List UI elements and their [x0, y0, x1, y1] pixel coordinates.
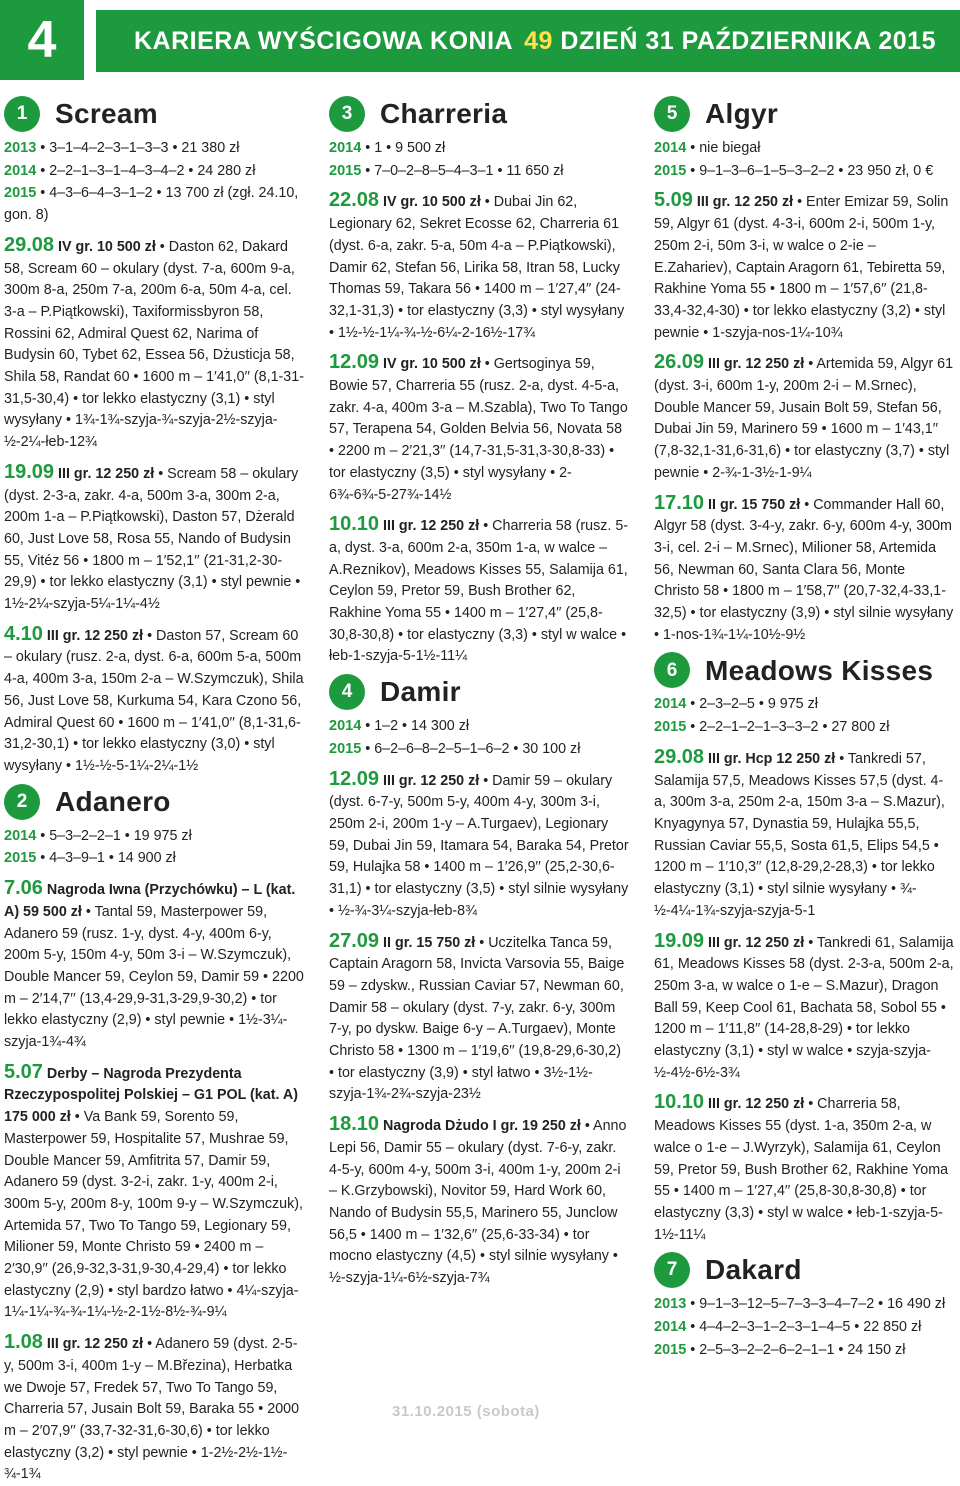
- horse-number-badge: 7: [654, 1252, 690, 1288]
- race-details: • Uczitelka Tanca 59, Captain Aragorn 58, Invicta Varsovia 55, Baige 59 – zdyskw., Russian Caviar 57, Newman 60, Damir 58 – okulary (dyst. 7-y, zakr. 6-y, 300m 7-y, po dyskw. Baige 6-y – A.Turgaev), Monte Christo 58 • 1300 m – 1′19,6′′ (19,8-29,6-30,2) • tor elastyczny (3,9) • styl łatwo • 3½-1½-szyja-1¾-2¾-szyja-23½: [329, 934, 625, 1103]
- race-details: • Adanero 59 (dyst. 2-5-y, 500m 3-i, 400m 1-y – M.Březina), Herbatka we Dwoje 57, Fredek 57, Two To Tango 59, Charreria 57, Jusain Bolt 59, Baraka 55 • 2000 m – 2′07,9′′ (33,7-32-31,6-30,6) • tor lekko elastyczny (3,2) • styl pewnie • 1-2½-2½-1½-¾-1¾: [4, 1336, 300, 1483]
- horse-number-badge: 2: [4, 784, 40, 820]
- race-entry: [654, 190, 954, 344]
- race-entry: [329, 769, 629, 923]
- horse-header: [4, 96, 304, 132]
- race-details: • Enter Emizar 59, Solin 59, Algyr 61 (dyst. 4-3-i, 600m 2-i, 500m 1-y, 250m 2-i, 50m 3-i, w walce o 2-ie – E.Zahariev), Captain Aragorn 61, Tebiretta 59, Rakhine Yoma 55 • 1800 m – 1′57,6′′ (21,8-33,4-32,4-30) • tor lekko elastyczny (3,2) • styl pewnie • 1-szyja-nos-1¼-10¾: [654, 194, 949, 341]
- year-summary: 2–3–2–5 • 9 975 zł: [699, 696, 818, 713]
- issue-date-text: DZIEŃ 31 PAŹDZIERNIKA 2015: [560, 26, 936, 55]
- horse-number-badge: 4: [329, 674, 365, 710]
- year-label: 2015: [329, 740, 362, 757]
- race-grade: III gr. 12 250 zł: [383, 518, 480, 535]
- race-grade: III gr. 12 250 zł: [708, 356, 805, 373]
- horse-name: Dakard: [705, 1254, 802, 1286]
- year-summary: 7–0–2–8–5–4–3–1 • 11 650 zł: [374, 162, 564, 179]
- race-date: 29.08: [654, 745, 705, 768]
- race-date: 10.10: [654, 1091, 705, 1114]
- race-date: 4.10: [4, 622, 43, 645]
- race-entry: [4, 1062, 304, 1324]
- year-record: 2014 • 1 • 9 500 zł: [329, 140, 446, 156]
- race-date: 1.08: [4, 1331, 43, 1354]
- year-summary: 4–3–6–4–3–1–2 • 13 700 zł (zgł. 24.10, gon. 8): [4, 185, 299, 224]
- year-label: 2015: [4, 185, 37, 202]
- race-details: • Damir 59 – okulary (dyst. 6-7-y, 500m 5-y, 400m 4-y, 300m 3-i, 250m 2-i, 200m 1-y – A.Turgaev), Legionary 59, Dubai Jin 59, Itamara 54, Baraka 54, Pretor 59, Hulajka 58 • 1400 m – 1′26,9′′ (25,2-30,6-31,1) • tor elastyczny (3,5) • styl silnie wysyłany • ½-¾-3¼-szyja-łeb-8¾: [329, 772, 629, 919]
- year-label: 2015: [654, 162, 687, 179]
- race-date: 19.09: [4, 460, 55, 483]
- year-summary: 5–3–2–2–1 • 19 975 zł: [49, 827, 192, 844]
- race-date: 12.09: [329, 351, 380, 374]
- footer-date: 31.10.2015 (sobota): [392, 1403, 540, 1420]
- race-details: • Scream 58 – okulary (dyst. 2-3-a, zakr. 4-a, 500m 3-a, 300m 2-a, 200m 1-a – P.Piątkowski), Daston 57, Dżerald 60, Just Love 58, Rosa 55, Nando of Budysin 55, Vitéz 56 • 1800 m – 1′52,1′′ (21-31,2-30-29,9) • tor lekko elastyczny (3,1) • styl pewnie • 1½-2¼-szyja-5¼-1¼-4½: [4, 465, 301, 613]
- horse-number-badge: 3: [329, 96, 365, 132]
- year-record: 2014 • 4–4–2–3–1–2–3–1–4–5 • 22 850 zł: [654, 1319, 922, 1336]
- race-grade: II gr. 15 750 zł: [383, 934, 476, 951]
- year-label: 2014: [4, 162, 37, 179]
- horse-header: [329, 96, 629, 132]
- horse-name: Adanero: [55, 785, 171, 817]
- page-number: 4: [0, 0, 84, 80]
- year-record: 2015 • 4–3–6–4–3–1–2 • 13 700 zł (zgł. 24.10, gon. 8): [4, 185, 299, 224]
- horse-name: Damir: [380, 676, 461, 708]
- race-entry: [329, 1114, 629, 1290]
- race-date: 27.09: [329, 929, 380, 952]
- year-record: 2014 • 5–3–2–2–1 • 19 975 zł: [4, 827, 192, 844]
- year-summary: 2–5–3–2–2–6–2–1–1 • 24 150 zł: [699, 1341, 906, 1358]
- year-summary: 2–2–1–2–1–3–3–2 • 27 800 zł: [699, 719, 890, 736]
- race-details: • Charreria 58, Meadows Kisses 55 (dyst. 1-a, 350m 2-a, w walce o 1-e – J.Wyrzyk), Salamija 61, Ceylon 59, Pretor 59, Bush Brother 62, Rakhine Yoma 55 • 1400 m – 1′27,4′′ (25,8-30,8-30,8) • tor elastyczny (3,3) • styl w walce • łeb-1-szyja-5-1½-11¼: [654, 1096, 949, 1243]
- year-summary: 4–4–2–3–1–2–3–1–4–5 • 22 850 zł: [699, 1319, 922, 1336]
- horse-name: Charreria: [380, 98, 508, 130]
- year-record: 2015 • 4–3–9–1 • 14 900 zł: [4, 850, 176, 867]
- issue-date: [524, 27, 936, 56]
- year-summary: 3–1–4–2–3–1–3–3 • 21 380 zł: [49, 140, 240, 156]
- column-3: [654, 90, 954, 1362]
- race-details: • Anno Lepi 56, Damir 55 – okulary (dyst. 7-6-y, zakr. 4-5-y, 600m 4-y, 500m 3-i, 400m 1-y, 200m 2-i – K.Grzybowski), Novitor 59, Hard Work 60, Nando of Budysin 55,5, Marinero 55, Junclow 56,5 • 1400 m – 1′32,6′′ (25,6-33-34) • tor mocno elastyczny (4,5) • styl silnie wysyłany • ½-szyja-1¼-6½-szyja-7¾: [329, 1118, 627, 1287]
- year-summary: 1 • 9 500 zł: [374, 140, 446, 156]
- race-date: 5.07: [4, 1060, 43, 1083]
- race-date: 26.09: [654, 351, 705, 374]
- race-date: 19.09: [654, 929, 705, 952]
- page-title: KARIERA WYŚCIGOWA KONIA: [134, 26, 514, 55]
- year-record: 2014 • nie biegał: [654, 140, 761, 156]
- horse-header: [654, 96, 954, 132]
- horse-header: [4, 784, 304, 820]
- column-1: [4, 90, 304, 1486]
- year-record: 2013 • 9–1–3–12–5–7–3–3–4–7–2 • 16 490 zł: [654, 1296, 946, 1313]
- race-details: • Commander Hall 60, Algyr 58 (dyst. 3-4-y, zakr. 6-y, 600m 4-y, 300m 3-i, cel. 2-i – M.Srnec), Milioner 58, Artemida 56, Newman 60, Santa Clara 56, Monte Christo 58 • 1800 m – 1′58,7′′ (20,7-32,4-33,1-32,5) • tor elastyczny (3,9) • styl silnie wysyłany • 1-nos-1¾-1¼-10½-9½: [654, 496, 954, 643]
- year-summary: 1–2 • 14 300 zł: [374, 718, 470, 735]
- year-record: 2014 • 2–2–1–3–1–4–3–4–2 • 24 280 zł: [4, 162, 256, 179]
- race-grade: III gr. 12 250 zł: [58, 465, 155, 482]
- race-entry: [329, 190, 629, 344]
- year-label: 2014: [654, 1319, 687, 1336]
- race-entry: [4, 624, 304, 778]
- year-record: 2014 • 2–3–2–5 • 9 975 zł: [654, 696, 818, 713]
- year-label: 2014: [4, 827, 37, 844]
- race-entry: [4, 235, 304, 454]
- header-banner: [96, 10, 960, 72]
- race-entry: [4, 462, 304, 616]
- race-date: 18.10: [329, 1113, 380, 1136]
- race-grade: IV gr. 10 500 zł: [383, 194, 481, 211]
- race-grade: III gr. 12 250 zł: [46, 627, 144, 644]
- year-summary: 2–2–1–3–1–4–3–4–2 • 24 280 zł: [49, 162, 256, 179]
- race-entry: [654, 493, 954, 647]
- race-date: 29.08: [4, 233, 55, 256]
- year-summary: 9–1–3–6–1–5–3–2–2 • 23 950 zł, 0 €: [699, 162, 934, 179]
- race-details: • Va Bank 59, Sorento 59, Masterpower 59, Hospitalite 57, Mushrae 59, Double Mancer 59, Amfitrita 57, Damir 59, Adanero 59 (dyst. 3-2-i, zakr. 1-y, 400m 2-i, 300m 5-y, 200m 8-y, 100m 9-y – W.Szymczuk), Artemida 57, Two To Tango 59, Legionary 59, Milioner 59, Monte Christo 59 • 2400 m – 2′30,9′′ (26,9-32,3-31,9-30,4-29,4) • tor lekko elastyczny (2,9) • styl bardzo łatwo • 4¼-szyja-1¼-1¼-¾-¾-1¼-½-2-1½-8½-¾-9¼: [4, 1109, 303, 1321]
- race-entry: [4, 878, 304, 1054]
- race-date: 12.09: [329, 767, 380, 790]
- race-grade: III gr. 12 250 zł: [383, 772, 480, 789]
- race-grade: III gr. 12 250 zł: [708, 934, 805, 951]
- horse-number-badge: 5: [654, 96, 690, 132]
- race-date: 10.10: [329, 513, 380, 536]
- issue-number: 49: [524, 26, 553, 55]
- race-details: • Gertsoginya 59, Bowie 57, Charreria 55 (rusz. 2-a, dyst. 4-5-a, zakr. 4-a, 400m 3-a – M.Szabla), Two To Tango 57, Terapena 54, Golden Belvia 56, Novata 58 • 2200 m – 2′21,3′′ (14,7-31,5-31,3-30,8-33) • tor elastyczny (3,5) • styl wysyłany • 2-6¾-6¾-5-27¾-14½: [329, 356, 628, 503]
- race-grade: IV gr. 10 500 zł: [383, 356, 481, 373]
- race-grade: Derby – Nagroda Prezydenta Rzeczypospolitej Polskiej – G1 POL (kat. A) 175 000 zł: [4, 1065, 298, 1126]
- race-grade: III gr. 12 250 zł: [46, 1336, 144, 1353]
- race-entry: [654, 747, 954, 923]
- race-grade: Nagroda Dżudo I gr. 19 250 zł: [383, 1118, 581, 1135]
- year-label: 2014: [654, 140, 687, 156]
- horse-name: Scream: [55, 98, 158, 130]
- year-summary: 4–3–9–1 • 14 900 zł: [49, 850, 176, 867]
- year-summary: 6–2–6–8–2–5–1–6–2 • 30 100 zł: [374, 740, 581, 757]
- year-record: 2014 • 1–2 • 14 300 zł: [329, 718, 470, 735]
- year-record: 2015 • 7–0–2–8–5–4–3–1 • 11 650 zł: [329, 162, 564, 179]
- race-grade: II gr. 15 750 zł: [708, 496, 801, 513]
- year-summary: nie biegał: [699, 140, 761, 156]
- year-label: 2014: [654, 696, 687, 713]
- race-entry: [329, 514, 629, 668]
- race-details: • Tankredi 57, Salamija 57,5, Meadows Kisses 57,5 (dyst. 4-a, 300m 3-a, 250m 2-a, 150m 3-a – S.Mazur), Knyagynya 57, Dynastia 59, Hulajka 55,5, Russian Caviar 55,5, Sosta 61,5, Elips 54,5 • 1200 m – 1′10,3′′ (12,8-29,2-28,3) • tor lekko elastyczny (3,1) • styl silnie wysyłany • ¾-½-4¼-1¾-szyja-szyja-5-1: [654, 750, 945, 919]
- race-entry: [329, 931, 629, 1107]
- race-grade: Nagroda Iwna (Przychówku) – L (kat. A) 59 500 zł: [4, 882, 296, 920]
- race-entry: [654, 1092, 954, 1246]
- race-date: 5.09: [654, 189, 693, 212]
- year-record: 2015 • 2–5–3–2–2–6–2–1–1 • 24 150 zł: [654, 1341, 906, 1358]
- year-record: 2013 • 3–1–4–2–3–1–3–3 • 21 380 zł: [4, 140, 240, 156]
- year-label: 2015: [654, 719, 687, 736]
- horse-header: [654, 1252, 954, 1288]
- race-details: • Daston 62, Dakard 58, Scream 60 – okulary (dyst. 7-a, 600m 9-a, 300m 8-a, 250m 7-a, 200m 6-a, 50m 4-a, cel. 3-a – P.Piątkowski), Taxiformissbyron 58, Rossini 62, Admiral Quest 62, Narima of Budysin 60, Tybet 62, Essea 56, Dżusticja 58, Shila 58, Randat 60 • 1600 m – 1′41,0′′ (8,1-31-31,5-30,4) • tor lekko elastyczny (3,1) • styl wysyłany • 1¾-1¾-szyja-¾-szyja-2½-szyja-½-2¼-łeb-12¾: [4, 238, 304, 451]
- column-2: [329, 90, 629, 1290]
- race-grade: III gr. Hcp 12 250 zł: [708, 750, 836, 767]
- horse-number-badge: 6: [654, 652, 690, 688]
- race-grade: IV gr. 10 500 zł: [58, 238, 156, 255]
- year-label: 2014: [329, 718, 362, 735]
- horse-header: [329, 674, 629, 710]
- race-date: 17.10: [654, 491, 705, 514]
- race-details: • Charreria 58 (rusz. 5-a, dyst. 3-a, 600m 2-a, 350m 1-a, w walce – A.Reznikov), Meadows Kisses 55, Salamija 61, Ceylon 59, Pretor 59, Bush Brother 62, Rakhine Yoma 55 • 1400 m – 1′27,4′′ (25,8-30,8-30,8) • tor elastyczny (3,3) • styl w walce • łeb-1-szyja-5-1½-11¼: [329, 518, 629, 665]
- year-label: 2014: [329, 140, 362, 156]
- year-record: 2015 • 9–1–3–6–1–5–3–2–2 • 23 950 zł, 0 €: [654, 162, 934, 179]
- year-label: 2015: [654, 1341, 687, 1358]
- year-label: 2013: [654, 1296, 687, 1313]
- race-grade: III gr. 12 250 zł: [696, 194, 794, 211]
- race-details: • Dubai Jin 62, Legionary 62, Sekret Ecosse 62, Charreria 61 (dyst. 6-a, zakr. 5-a, 50m 4-a – P.Piątkowski), Damir 62, Stefan 56, Lirika 58, Itran 58, Lucky Thomas 59, Takara 56 • 1400 m – 1′27,4′′ (24-32,1-31,3) • tor elastyczny (3,3) • styl wysyłany • 1½-½-1¼-¾-½-6¼-2-16½-17¾: [329, 194, 625, 341]
- horse-number-badge: 1: [4, 96, 40, 132]
- race-date: 7.06: [4, 877, 43, 900]
- horse-name: Algyr: [705, 98, 779, 130]
- race-details: • Tantal 59, Masterpower 59, Adanero 59 (rusz. 1-y, dyst. 4-y, 400m 6-y, 200m 5-y, 150m 4-y, 50m 3-i – W.Szymczuk), Double Mancer 59, Ceylon 59, Damir 59 • 2200 m – 2′14,7′′ (13,4-29,9-31,3-29,9-30,2) • tor lekko elastyczny (2,9) • styl pewnie • 1½-3¼-szyja-1¾-4¾: [4, 903, 304, 1051]
- race-entry: [329, 352, 629, 506]
- year-label: 2015: [329, 162, 362, 179]
- year-record: 2015 • 2–2–1–2–1–3–3–2 • 27 800 zł: [654, 719, 890, 736]
- horse-header: [654, 652, 954, 688]
- year-label: 2015: [4, 850, 37, 867]
- race-details: • Artemida 59, Algyr 61 (dyst. 3-i, 600m 1-y, 200m 2-i – M.Srnec), Double Mancer 59, Jusain Bolt 59, Stefan 56, Dubai Jin 59, Marinero 59 • 1600 m – 1′43,1′′ (7,8-32,1-31,6-31,6) • tor elastyczny (3,7) • styl pewnie • 2-¾-1-3½-1-9¼: [654, 356, 954, 481]
- year-summary: 9–1–3–12–5–7–3–3–4–7–2 • 16 490 zł: [699, 1296, 946, 1313]
- race-entry: [654, 352, 954, 484]
- year-record: 2015 • 6–2–6–8–2–5–1–6–2 • 30 100 zł: [329, 740, 581, 757]
- race-date: 22.08: [329, 189, 380, 212]
- race-entry: [4, 1332, 304, 1486]
- horse-name: Meadows Kisses: [705, 654, 934, 686]
- year-label: 2013: [4, 140, 37, 156]
- race-details: • Daston 57, Scream 60 – okulary (rusz. 2-a, dyst. 6-a, 600m 5-a, 500m 4-a, 400m 3-a, 150m 2-a – W.Szymczuk), Shila 56, Just Love 58, Kurkuma 54, Kara Czono 56, Admiral Quest 60 • 1600 m – 1′41,0′′ (8,1-31,6-31,2-30,1) • tor lekko elastyczny (3,0) • styl wysyłany • 1½-½-5-1¼-2¼-1½: [4, 627, 304, 774]
- race-entry: [654, 931, 954, 1085]
- race-grade: III gr. 12 250 zł: [708, 1096, 805, 1113]
- race-details: • Tankredi 61, Salamija 61, Meadows Kisses 58 (dyst. 2-3-a, 500m 2-a, 250m 3-a, w walce o 1-e – S.Mazur), Dragon Ball 59, Keep Cool 61, Bachata 58, Sobol 55 • 1200 m – 1′11,8′′ (14-28,8-29) • tor lekko elastyczny (3,1) • styl w walce • szyja-szyja-½-4½-6½-3¾: [654, 934, 954, 1081]
